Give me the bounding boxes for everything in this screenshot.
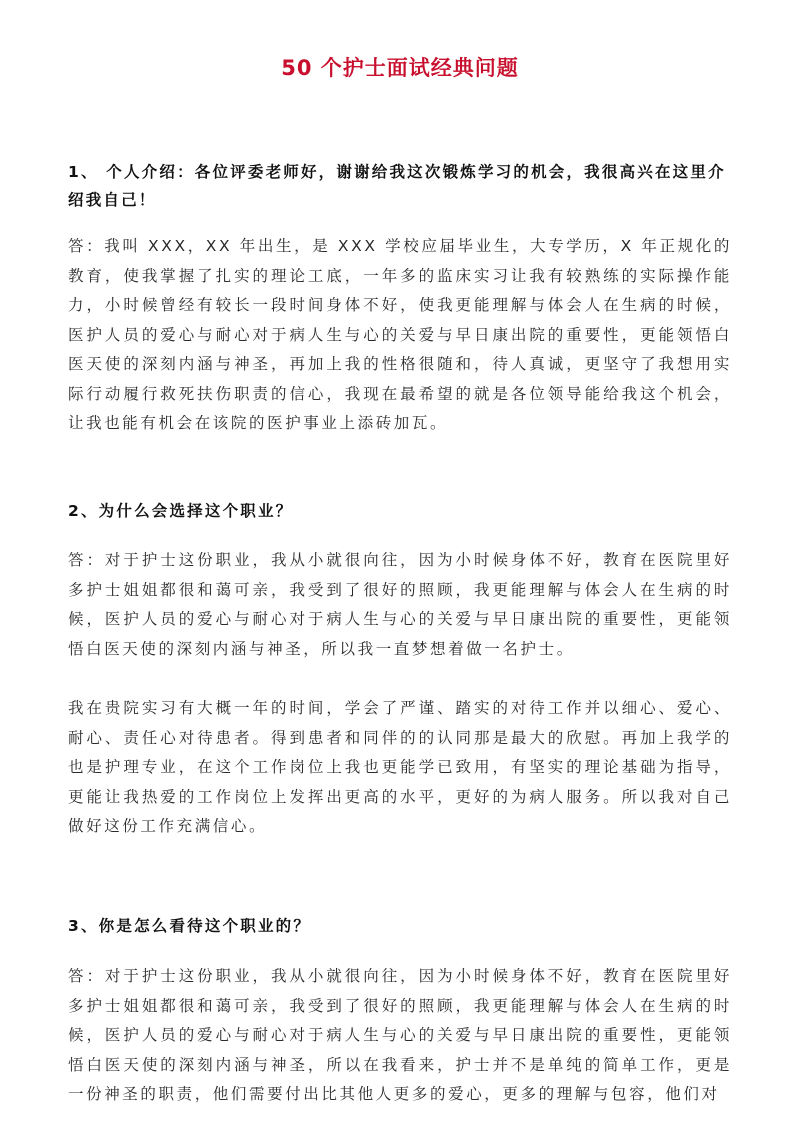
answer-2-paragraph-1: 答：对于护士这份职业，我从小就很向往，因为小时候身体不好，教育在医院里好多护士姐姐都很和蔼可亲，我受到了很好的照顾，我更能理解与体会人在生病的时候，医护人员的爱心与耐心对于病人生与心的关爱与早日康出院的重要性，更能领悟白医天使的深刻内涵与神圣，所以我一直梦想着做一名护士。 <box>68 551 732 658</box>
question-3: 3、你是怎么看待这个职业的？ <box>68 917 312 935</box>
answer-1-paragraph-1: 答：我叫 XXX，XX 年出生，是 XXX 学校应届毕业生，大专学历，X 年正规化的教育，使我掌握了扎实的理论工底，一年多的监床实习让我有较熟练的实际操作能力，小时候曾经有较长一段时间身体不好，使我更能理解与体会人在生病的时候，医护人员的爱心与耐心对于病人生与心的关爱与早日康出院的重要性，更能领悟白医天使的深刻内涵与神圣，再加上我的性格很随和，待人真诚，更坚守了我想用实际行动履行救死扶伤职责的信心，我现在最希望的就是各位领导能给我这个机会，让我也能有机会在该院的医护事业上添砖加瓦。 <box>68 237 732 432</box>
answer-2-paragraph-2: 我在贵院实习有大概一年的时间，学会了严谨、踏实的对待工作并以细心、爱心、耐心、责任心对待患者。得到患者和同伴的的认同那是最大的欣慰。再加上我学的也是护理专业，在这个工作岗位上我也更能学已致用，有坚实的理论基础为指导，更能让我热爱的工作岗位上发挥出更高的水平，更好的为病人服务。所以我对自己做好这份工作充满信心。 <box>68 699 732 835</box>
answer-3-paragraph-1: 答：对于护士这份职业，我从小就很向往，因为小时候身体不好，教育在医院里好多护士姐姐都很和蔼可亲，我受到了很好的照顾，我更能理解与体会人在生病的时候，医护人员的爱心与耐心对于病人生与心的关爱与早日康出院的重要性，更能领悟白医天使的深刻内涵与神圣，所以在我看来，护士并不是单纯的简单工作，更是一份神圣的职责，他们需要付出比其他人更多的爱心，更多的理解与包容，他们对 <box>68 967 732 1103</box>
question-2: 2、为什么会选择这个职业？ <box>68 502 294 520</box>
question-1: 1、 个人介绍：各位评委老师好，谢谢给我这次锻炼学习的机会，我很高兴在这里介绍我自己！ <box>68 163 726 209</box>
document-title: 50 个护士面试经典问题 <box>281 56 519 80</box>
